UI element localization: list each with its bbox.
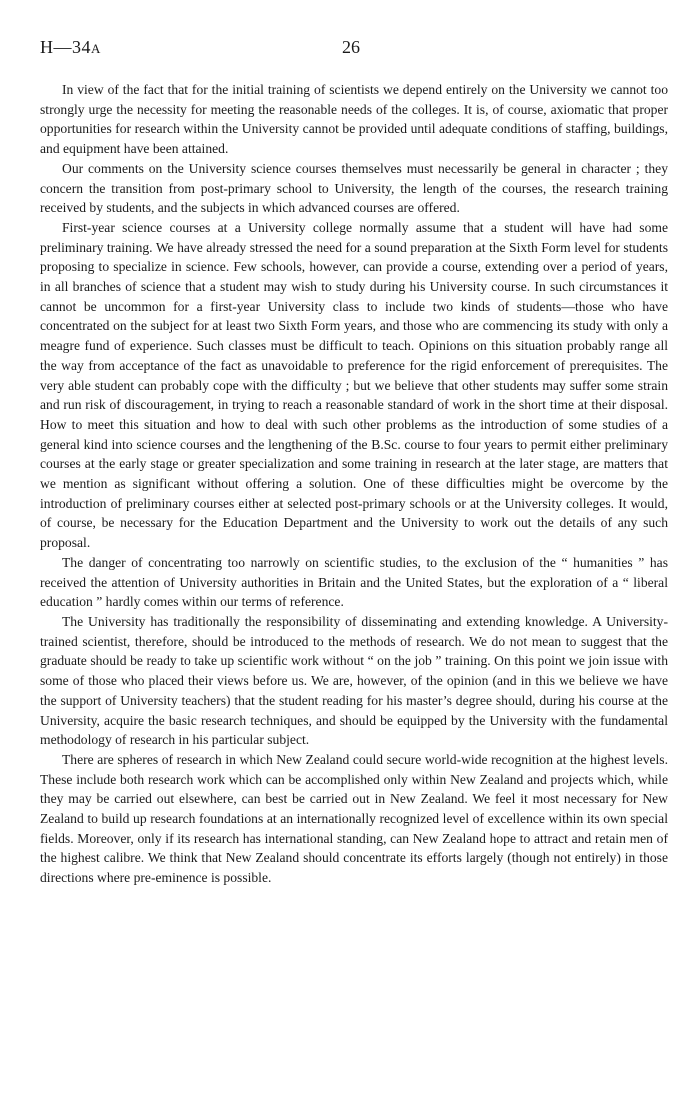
page-header (40, 34, 668, 60)
paragraph-first-year-courses: First-year science courses at a University college normally assume that a student will have had some preliminary training. We have already stressed the need for a sound preparation at the Sixth Form level for students proposing to specialize in science. Few schools, however, can provide a course, extending over a period of years, in all branches of science that a student may wish to study during his University course. In such circumstances it cannot be uncommon for a first-year University class to include two kinds of students—those who have concentrated on the subject for at least two Sixth Form years, and those who are commencing its study with only a meagre fund of experience. Such classes must be difficult to teach. Opinions on this situation probably range all the way from acceptance of the fact as unavoidable to preference for the rigid enforcement of prerequisites. The very able student can probably cope with the difficulty ; but we believe that other students may suffer some strain and run risk of discouragement, in trying to reach a reasonable standard of work in the short time at their disposal. How to meet this situation and how to deal with such other problems as the introduction of some studies of a general kind into science courses and the lengthening of the B.Sc. course to four years to permit either preliminary courses at the early stage or greater specialization and some training in research at the later stage, are matters that we mention as significant without offering a solution. One of these difficulties might be overcome by the introduction of preliminary courses either at selected post-primary schools or at the University colleges. It would, of course, be necessary for the Education Department and the University to work out the details of any such proposal. (40, 219, 668, 551)
document-page (40, 34, 668, 888)
reference-main: H—34 (40, 37, 91, 57)
paragraph-research-methods: The University has traditionally the responsibility of disseminating and extending knowledge. A University-trained scientist, therefore, should be introduced to the methods of research. We do not mean to suggest that the graduate should be ready to take up scientific work without “ on the job ” training. On this point we join issue with some of those who placed their views before us. We are, however, of the opinion (and in this we believe we have the support of University teachers) that the student reading for his master’s degree should, during his course at the University, acquire the basic research techniques, and should be equipped by the University with the fundamental methodology of research in his particular subject. (40, 613, 668, 748)
document-reference (40, 34, 101, 62)
paragraph-humanities: The danger of concentrating too narrowly on scientific studies, to the exclusion of the “ humanities ” has received the attention of University authorities in Britain and the United States, but the exploration of a “ liberal education ” hardly comes within our terms of reference. (40, 554, 668, 610)
paragraph-university-needs: In view of the fact that for the initial training of scientists we depend entirely on the University we cannot too strongly urge the necessity for meeting the reasonable needs of the colleges. It is, of course, axiomatic that proper opportunities for research within the University cannot be provided until adequate conditions of staffing, buildings, and equipment have been attained. (40, 82, 668, 157)
paragraph-research-spheres: There are spheres of research in which New Zealand could secure world-wide recognition at the highest levels. These include both research work which can be accomplished only within New Zealand and projects which, while they may be carried out elsewhere, can best be carried out in New Zealand. We feel it most necessary for New Zealand to build up research foundations at an internationally recognized level of excellence within its own special fields. Moreover, only if its research has international standing, can New Zealand hope to attract and retain men of the highest calibre. We think that New Zealand should concentrate its efforts largely (though not entirely) in those directions where pre-eminence is possible. (40, 751, 668, 886)
paragraph-science-courses: Our comments on the University science courses themselves must necessarily be general in character ; they concern the transition from post-primary school to University, the length of the courses, the research training received by students, and the subjects in which advanced courses are offered. (40, 160, 668, 216)
page-number: 26 (342, 37, 360, 57)
reference-suffix: A (91, 41, 101, 56)
document-body (40, 80, 668, 888)
